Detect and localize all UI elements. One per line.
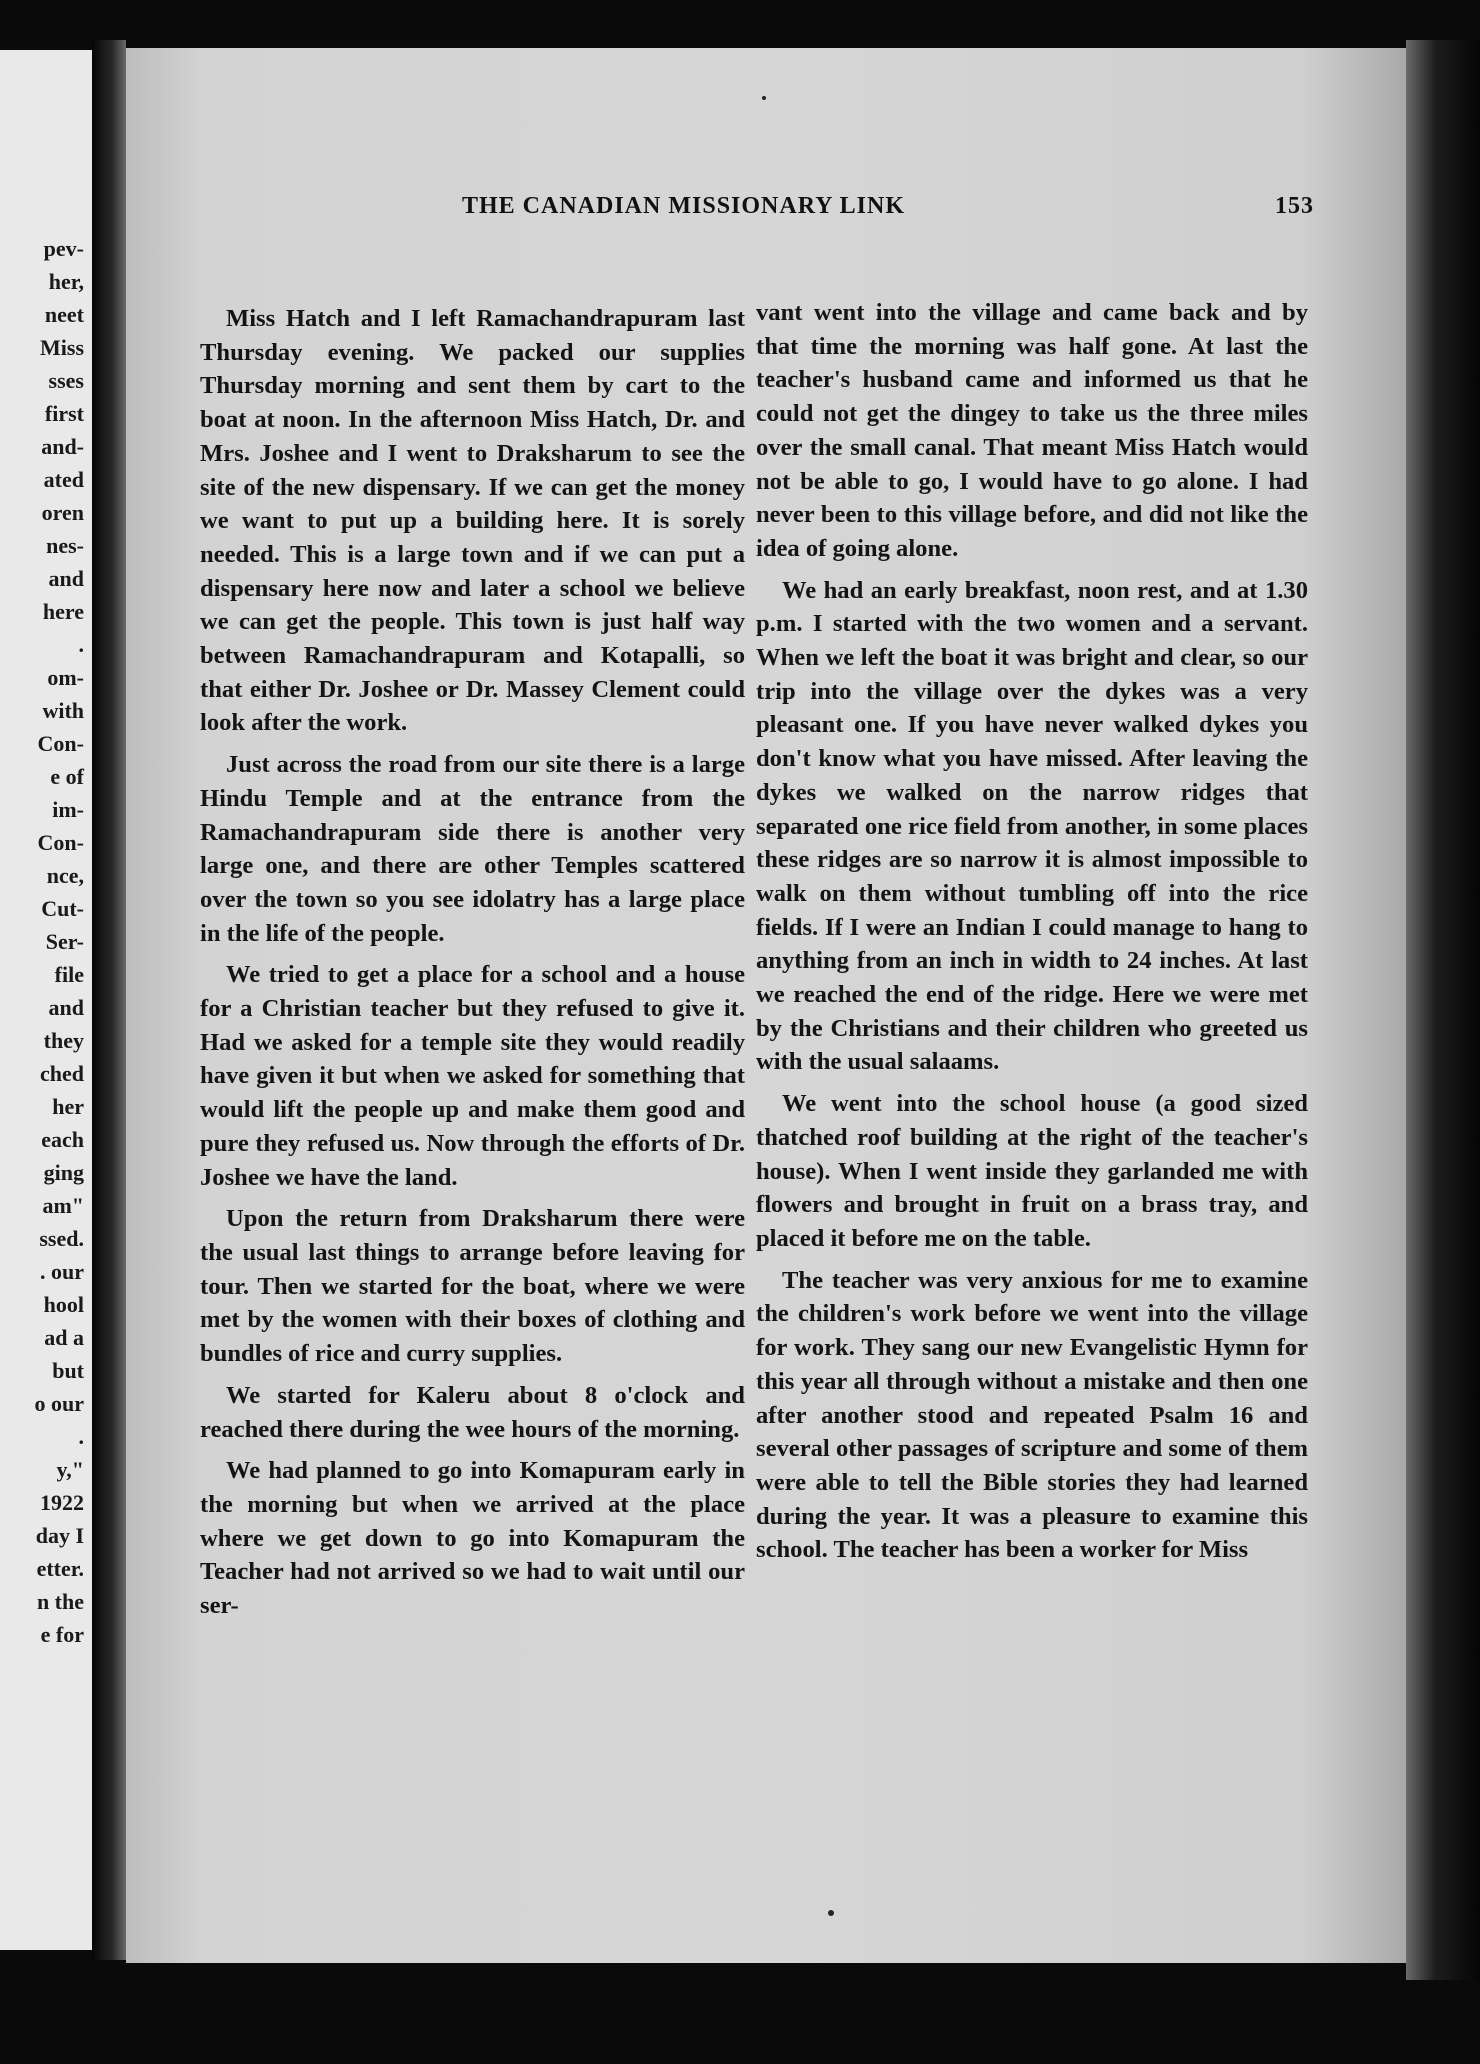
paragraph: We had an early breakfast, noon rest, and at 1.30 p.m. I started with the two women and a servant. When we left the boat it was bright and clear, so our trip into the village over the dykes was a very pleasant one. If you have never walked dykes you don't know what you have missed. After leaving the dykes we walked on the narrow ridges that separated one rice field from another, in some places these ridges are so narrow it is almost impossible to walk on them without tumbling off into the rice fields. If I were an Indian I could manage to hang to anything from an inch in width to 24 inches. At last we reached the end of the ridge. Here we were met by the Christians and their children who greeted us with the usual salaams. [756, 576, 1308, 1076]
facing-page-fragment: her, [48, 269, 84, 294]
facing-page-fragment: ssed. [39, 1226, 84, 1251]
facing-page-fragment: 1922 [40, 1490, 84, 1515]
facing-page-strip [0, 50, 92, 1950]
paragraph: We had planned to go into Komapuram early in the morning but when we arrived at the place where we get down to go into Komapuram the Teacher had not arrived so we had to wait until our ser- [200, 1457, 745, 1620]
facing-page-fragment: first [44, 401, 84, 426]
facing-page-fragment: file [54, 962, 84, 987]
paragraph: Upon the return from Draksharum there were the usual last things to arrange before leaving for tour. Then we started for the boat, where we were met by the women with their boxes of clothing and bundles of rice and curry supplies. [200, 1205, 745, 1368]
facing-page-fragment: here [42, 599, 84, 624]
ink-speck [762, 96, 766, 100]
facing-page-fragment: Con- [37, 731, 84, 756]
facing-page-fragment: pev- [43, 236, 84, 261]
paragraph: We went into the school house (a good sized thatched roof building at the right of the teacher's house). When I went inside they garlanded me with flowers and brought in fruit on a brass tray, and placed it before me on the table. [756, 1090, 1308, 1252]
ink-speck [828, 1910, 834, 1916]
left-column [200, 302, 745, 1631]
page-number: 153 [1275, 193, 1314, 219]
facing-page-fragment: . [78, 1424, 84, 1449]
paragraph: The teacher was very anxious for me to examine the children's work before we went into the village for work. They sang our new Evangelistic Hymn for this year all through without a mistake and then one after another stood and repeated Psalm 16 and several other passages of scripture and some of them were able to tell the Bible stories they had learned during the year. It was a pleasure to examine this school. The teacher has been a worker for Miss [756, 1266, 1308, 1564]
facing-page-fragment: . our [40, 1259, 84, 1284]
facing-page-fragment: ated [43, 467, 84, 492]
facing-page-fragment: day I [35, 1523, 84, 1548]
facing-page-fragment: and [48, 566, 84, 591]
facing-page-fragment: and- [41, 434, 84, 459]
facing-page-fragment: but [52, 1358, 84, 1383]
facing-page-fragment: hool [43, 1292, 84, 1317]
facing-page-fragment: oren [41, 500, 84, 525]
facing-page-fragment: im- [52, 797, 84, 822]
facing-page-fragment: am" [42, 1193, 84, 1218]
facing-page-fragment: ad a [44, 1325, 84, 1350]
right-column [756, 296, 1308, 1575]
facing-page-fragment: they [43, 1028, 84, 1053]
facing-page-fragment: her [52, 1094, 84, 1119]
page-edge [1406, 40, 1480, 1980]
paragraph: Miss Hatch and I left Ramachandrapuram last Thursday evening. We packed our supplies Thursday morning and sent them by cart to the boat at noon. In the afternoon Miss Hatch, Dr. and Mrs. Joshee and I went to Draksharum to see the site of the new dispensary. If we can get the money we want to put up a building here. It is sorely needed. This is a large town and if we can put a dispensary here now and later a school we believe we can get the people. This town is just half way between Ramachandrapuram and Kotapalli, so that either Dr. Joshee or Dr. Massey Clement could look after the work. [200, 305, 745, 737]
facing-page-fragment: etter. [36, 1556, 84, 1581]
facing-page-fragment: each [41, 1127, 84, 1152]
facing-page-fragment: e for [40, 1622, 84, 1647]
facing-page-fragment: and [48, 995, 84, 1020]
facing-page-fragment: neet [44, 302, 84, 327]
facing-page-fragment: sses [48, 368, 84, 393]
facing-page-fragment: ging [43, 1160, 84, 1185]
facing-page-fragment: om- [47, 665, 84, 690]
facing-page-fragment: with [42, 698, 84, 723]
facing-page-fragment: nes- [46, 533, 84, 558]
facing-page-fragment: ched [40, 1061, 84, 1086]
facing-page-fragment: Ser- [45, 929, 84, 954]
paragraph: Just across the road from our site there is a large Hindu Temple and at the entrance from the Ramachandrapuram side there is another very large one, and there are other Temples scattered over the town so you see idolatry has a large place in the life of the people. [200, 751, 745, 947]
facing-page-fragment: o our [34, 1391, 84, 1416]
paragraph: We started for Kaleru about 8 o'clock and reached there during the wee hours of the morning. [200, 1381, 745, 1443]
paragraph: We tried to get a place for a school and a house for a Christian teacher but they refused to give it. Had we asked for a temple site they would readily have given it but when we asked for something that would lift the people up and make them good and pure they refused us. Now through the efforts of Dr. Joshee we have the land. [200, 961, 745, 1191]
facing-page-fragment: y," [56, 1457, 84, 1482]
facing-page-fragment: nce, [46, 863, 84, 888]
facing-page-fragment: Con- [37, 830, 84, 855]
facing-page-fragment: Cut- [41, 896, 84, 921]
paragraph: vant went into the village and came back and by that time the morning was half gone. At last the teacher's husband came and informed us that he could not get the dingey to take us the three miles over the small canal. That meant Miss Hatch would not be able to go, I would have to go alone. I had never been to this village before, and did not like the idea of going alone. [756, 299, 1308, 562]
facing-page-fragment: n the [36, 1589, 84, 1614]
facing-page-fragment: . [78, 632, 84, 657]
facing-page-fragment: e of [50, 764, 84, 789]
journal-title: THE CANADIAN MISSIONARY LINK [462, 193, 905, 219]
facing-page-fragment: Miss [40, 335, 84, 360]
book-gutter [92, 40, 126, 1960]
